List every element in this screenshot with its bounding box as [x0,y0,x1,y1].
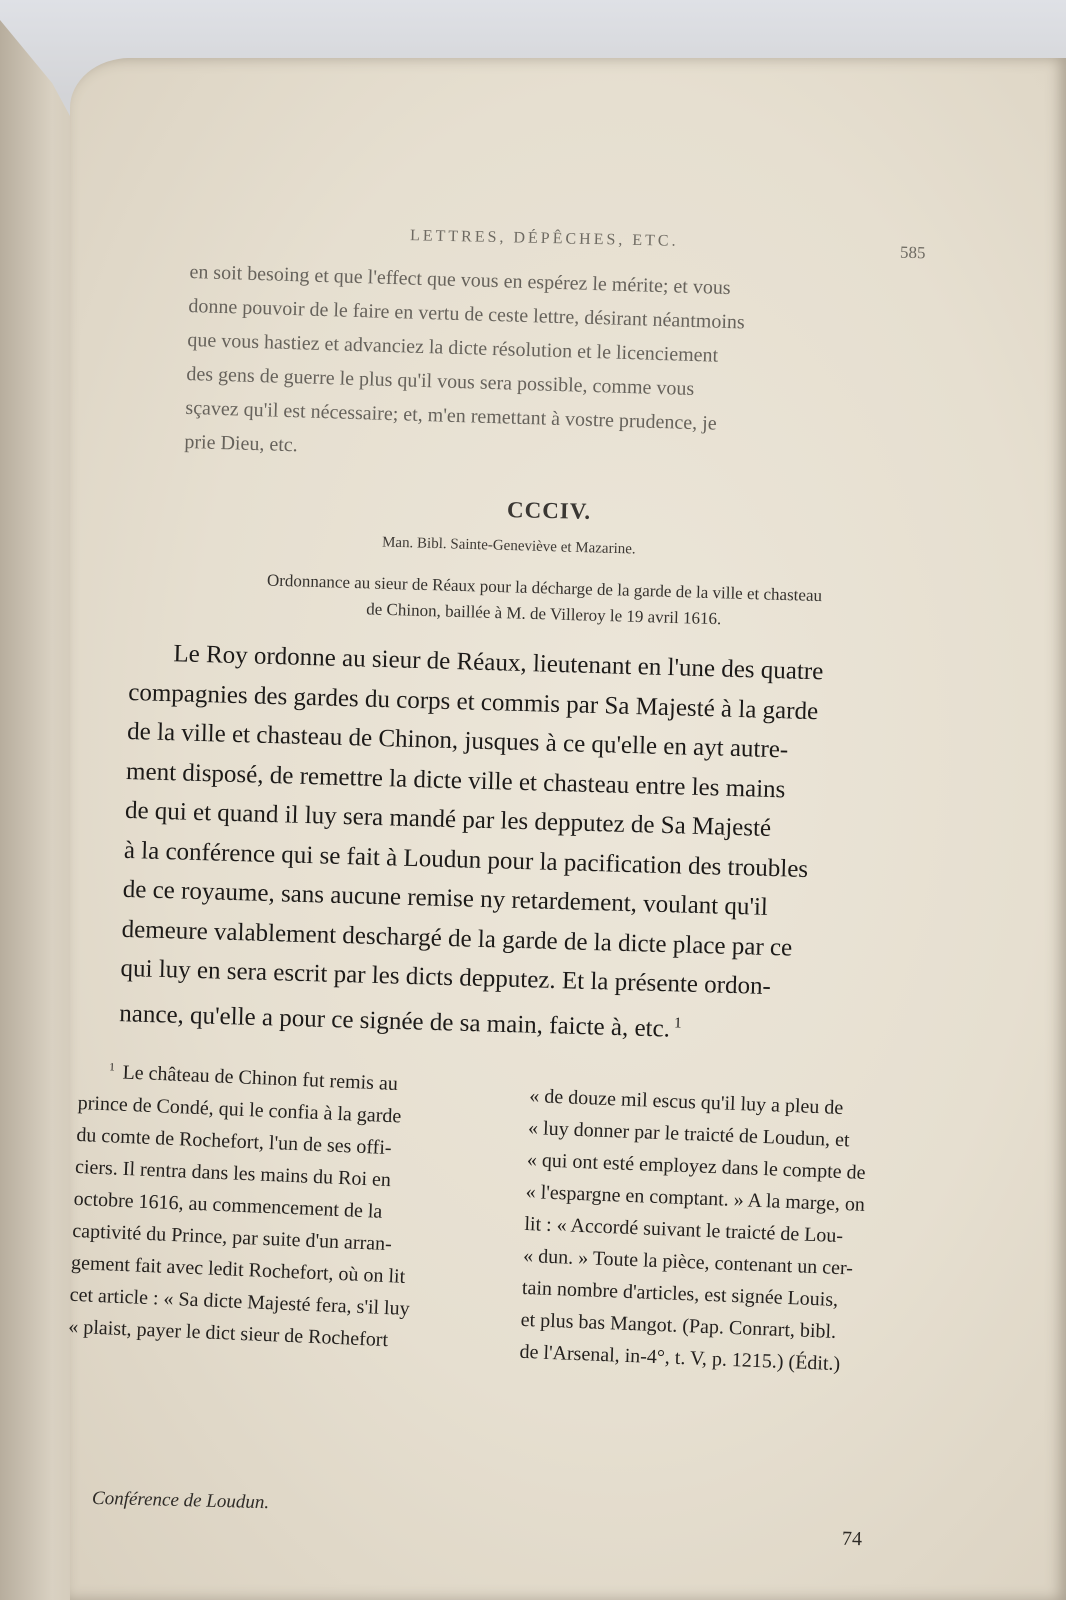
body-line: Le Roy ordonne au sieur de Réaux, lieutenant en l'une des quatre [173,640,824,686]
manuscript-source: Man. Bibl. Sainte-Geneviève et Mazarine. [381,534,636,558]
text-line: sçavez qu'il est nécessaire; et, m'en remettant à vostre prudence, je [185,396,717,435]
footnote-line: tain nombre d'articles, est signée Louis, [521,1276,839,1311]
previous-letter-text [184,255,935,481]
text-line: prie Dieu, etc. [184,430,299,457]
footnote-line: de l'Arsenal, in-4°, t. V, p. 1215.) (Édit.) [519,1340,841,1376]
body-line: compagnies des gardes du corps et commis par Sa Majesté à la garde [127,678,819,725]
summary-line: Ordonnance au sieur de Réaux pour la décharge de la garde de la ville et chasteau [266,570,823,606]
summary-line: de Chinon, baillée à M. de Villeroy le 19 avril 1616. [366,599,722,629]
footnote-line: captivité du Prince, par suite d'un arran- [71,1219,393,1255]
footnote-line: « de douze mil escus qu'il luy a pleu de [528,1084,844,1120]
footnote-line: « l'espargne en comptant. » A la marge, on [525,1180,866,1216]
text-line: en soit besoing et que l'effect que vous en espérez le mérite; et vous [189,260,731,300]
body-line: ment disposé, de remettre la dicte ville et chasteau entre les mains [125,757,786,803]
footnote-line: et plus bas Mangot. (Pap. Conrart, bibl. [520,1308,837,1343]
sheet-signature: Conférence de Loudun. [91,1487,270,1514]
footnote-line: Le château de Chinon fut remis au [122,1061,399,1095]
footnote-line: ciers. Il rentra dans les mains du Roi en [74,1155,392,1191]
footnote-line: « luy donner par le traicté de Loudun, et [527,1116,850,1152]
letter-body [119,633,930,1056]
text-line: des gens de guerre le plus qu'il vous sera possible, comme vous [186,362,695,401]
footnote-line: gement fait avec ledit Rochefort, où on lit [70,1251,406,1288]
footnote-mark: 1 [109,1061,116,1074]
body-line: de ce royaume, sans aucune remise ny retardement, voulant qu'il [122,875,769,921]
footnote-line: « dun. » Toute la pièce, contenant un cer- [522,1244,854,1280]
footnote-line: octobre 1616, au commencement de la [73,1187,383,1223]
footnote-line: lit : « Accordé suivant le traicté de Lou- [524,1212,844,1248]
body-line: qui luy en sera escrit par les dicts depputez. Et la présente ordon- [120,954,772,1001]
letter-number: CCCIV. [506,497,592,524]
footnote-line: « qui ont esté employez dans le compte de [526,1148,866,1184]
footnote-reference: 1 [673,1014,682,1032]
footnote-line: cet article : « Sa dicte Majesté fera, s'il luy [69,1283,411,1320]
body-line: nance, qu'elle a pour ce signée de sa main, faicte à, etc. [119,999,671,1043]
body-line: de la ville et chasteau de Chinon, jusques à ce qu'elle en ayt autre- [126,717,789,764]
sheet-number: 74 [841,1527,863,1551]
footnote-left-column [68,1050,490,1360]
body-line: de qui et quand il luy sera mandé par les depputez de Sa Majesté [124,796,772,842]
running-head: LETTRES, DÉPÊCHES, ETC. [409,227,679,250]
page-number: 585 [899,242,926,263]
footnote-line: prince de Condé, qui le confia à la garde [77,1091,402,1128]
footnote-line: « plaist, payer le dict sieur de Rochefort [67,1315,389,1351]
body-line: demeure valablement deschargé de la garde de la dicte place par ce [121,915,793,962]
body-line: à la conférence qui se fait à Loudun pour la pacification des troubles [123,836,809,883]
text-line: que vous hastiez et advanciez la dicte résolution et le licenciement [187,328,719,367]
footnote-right-column [519,1080,930,1383]
text-line: donne pouvoir de le faire en vertu de ceste lettre, désirant néantmoins [188,294,746,334]
footnote-line: du comte de Rochefort, l'un de ses offi- [75,1123,393,1159]
